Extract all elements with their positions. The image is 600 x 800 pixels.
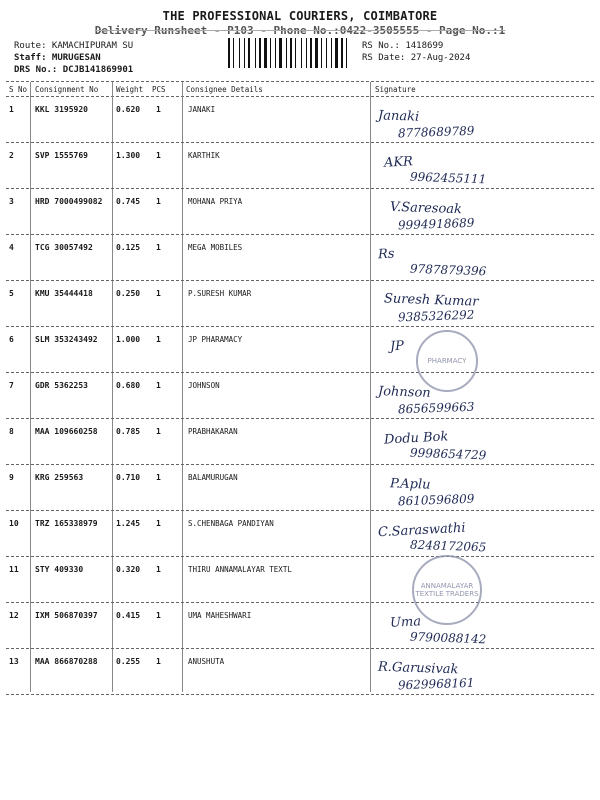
row-consignment-no: MAA 109660258 bbox=[35, 427, 98, 436]
row-divider bbox=[6, 464, 594, 465]
barcode bbox=[228, 38, 356, 68]
row-pcs: 1 bbox=[156, 289, 161, 298]
stamp-text: ANNAMALAYAR TEXTILE TRADERS bbox=[415, 582, 479, 598]
row-divider bbox=[6, 602, 594, 603]
row-consignee: JOHNSON bbox=[188, 381, 220, 390]
row-signature-phone: 9998654729 bbox=[409, 445, 487, 463]
row-signature: Dodu Bok bbox=[383, 429, 449, 448]
row-signature-phone: 9790088142 bbox=[409, 629, 487, 647]
row-sno: 11 bbox=[9, 565, 19, 574]
row-weight: 0.620 bbox=[116, 105, 141, 114]
row-weight: 0.320 bbox=[116, 565, 141, 574]
row-consignment-no: KKL 3195920 bbox=[35, 105, 88, 114]
row-signature-phone: 8778689789 bbox=[397, 123, 475, 141]
row-consignment-no: KRG 259563 bbox=[35, 473, 84, 482]
row-pcs: 1 bbox=[156, 519, 161, 528]
stamp-text: PHARMACY bbox=[427, 357, 467, 365]
row-signature: Johnson bbox=[377, 384, 431, 401]
row-weight: 0.255 bbox=[116, 657, 141, 666]
row-weight: 0.785 bbox=[116, 427, 141, 436]
row-consignment-no: TCG 30057492 bbox=[35, 243, 93, 252]
row-divider bbox=[6, 142, 594, 143]
row-signature: Uma bbox=[389, 614, 422, 631]
row-pcs: 1 bbox=[156, 381, 161, 390]
row-pcs: 1 bbox=[156, 243, 161, 252]
row-weight: 0.415 bbox=[116, 611, 141, 620]
row-consignee: P.SURESH KUMAR bbox=[188, 289, 252, 298]
column-rule bbox=[112, 82, 113, 692]
row-consignee: MEGA MOBILES bbox=[188, 243, 243, 252]
row-weight: 0.680 bbox=[116, 381, 141, 390]
row-consignment-no: IXM 506870397 bbox=[35, 611, 98, 620]
column-rule bbox=[370, 82, 371, 692]
textile-stamp bbox=[412, 555, 482, 625]
row-sno: 2 bbox=[9, 151, 14, 160]
row-divider bbox=[6, 418, 594, 419]
row-weight: 1.300 bbox=[116, 151, 141, 160]
row-consignee: KARTHIK bbox=[188, 151, 220, 160]
row-sno: 6 bbox=[9, 335, 14, 344]
row-signature-phone: 8656599663 bbox=[397, 399, 475, 417]
row-sno: 3 bbox=[9, 197, 14, 206]
row-signature-phone: 9385326292 bbox=[397, 307, 475, 325]
col-signature: Signature bbox=[375, 85, 416, 94]
row-consignee: MOHANA PRIYA bbox=[188, 197, 243, 206]
row-sno: 13 bbox=[9, 657, 19, 666]
rs-date: RS Date: 27-Aug-2024 bbox=[362, 53, 471, 63]
row-divider bbox=[6, 556, 594, 557]
row-pcs: 1 bbox=[156, 197, 161, 206]
row-consignee: THIRU ANNAMALAYAR TEXTL bbox=[188, 565, 292, 574]
row-consignee: BALAMURUGAN bbox=[188, 473, 238, 482]
row-weight: 0.710 bbox=[116, 473, 141, 482]
row-pcs: 1 bbox=[156, 473, 161, 482]
row-signature: Suresh Kumar bbox=[383, 291, 479, 310]
row-consignee: S.CHENBAGA PANDIYAN bbox=[188, 519, 274, 528]
row-pcs: 1 bbox=[156, 611, 161, 620]
row-pcs: 1 bbox=[156, 335, 161, 344]
runsheet-subtitle: Delivery Runsheet - P103 - Phone No.:0422-3505555 - Page No.:1 bbox=[94, 24, 506, 37]
row-divider bbox=[6, 510, 594, 511]
row-consignment-no: TRZ 165338979 bbox=[35, 519, 98, 528]
row-divider bbox=[6, 280, 594, 281]
row-divider bbox=[6, 234, 594, 235]
row-consignment-no: SVP 1555769 bbox=[35, 151, 88, 160]
row-signature: AKR bbox=[383, 154, 414, 171]
row-divider bbox=[6, 326, 594, 327]
row-signature: P.Aplu bbox=[389, 476, 431, 493]
row-signature: R.Garusivak bbox=[377, 659, 459, 678]
row-signature-phone: 9787879396 bbox=[409, 261, 487, 279]
header-divider bbox=[6, 81, 594, 82]
row-signature-phone: 9629968161 bbox=[397, 675, 475, 693]
row-pcs: 1 bbox=[156, 565, 161, 574]
row-pcs: 1 bbox=[156, 105, 161, 114]
row-divider bbox=[6, 188, 594, 189]
row-signature: Janaki bbox=[377, 108, 420, 125]
row-sno: 5 bbox=[9, 289, 14, 298]
row-consignment-no: MAA 866870288 bbox=[35, 657, 98, 666]
row-sno: 1 bbox=[9, 105, 14, 114]
row-consignment-no: HRD 7000499082 bbox=[35, 197, 103, 206]
row-sno: 12 bbox=[9, 611, 19, 620]
row-sno: 4 bbox=[9, 243, 14, 252]
row-divider bbox=[6, 648, 594, 649]
row-consignment-no: GDR 5362253 bbox=[35, 381, 88, 390]
row-signature: Rs bbox=[377, 246, 395, 263]
row-consignee: UMA MAHESHWARI bbox=[188, 611, 252, 620]
col-consignee: Consignee Details bbox=[186, 85, 263, 94]
row-sno: 9 bbox=[9, 473, 14, 482]
column-divider bbox=[6, 96, 594, 97]
row-divider bbox=[6, 372, 594, 373]
row-weight: 0.250 bbox=[116, 289, 141, 298]
row-consignee: PRABHAKARAN bbox=[188, 427, 238, 436]
row-consignee: ANUSHUTA bbox=[188, 657, 225, 666]
row-sno: 10 bbox=[9, 519, 19, 528]
row-signature: C.Saraswathi bbox=[377, 520, 466, 541]
col-pcs: PCS bbox=[152, 85, 166, 94]
row-signature-phone: 9994918689 bbox=[397, 215, 475, 233]
rs-number: RS No.: 1418699 bbox=[362, 41, 444, 51]
row-signature: V.Saresoak bbox=[389, 199, 463, 218]
pharmacy-stamp bbox=[416, 330, 478, 392]
column-rule bbox=[30, 82, 31, 692]
row-pcs: 1 bbox=[156, 427, 161, 436]
row-pcs: 1 bbox=[156, 657, 161, 666]
row-consignment-no: KMU 35444418 bbox=[35, 289, 93, 298]
row-signature-phone: 8248172065 bbox=[409, 537, 487, 555]
col-sno: S No bbox=[9, 85, 28, 94]
row-consignee: JANAKI bbox=[188, 105, 216, 114]
row-divider bbox=[6, 694, 594, 695]
col-weight: Weight bbox=[116, 85, 144, 94]
row-weight: 0.745 bbox=[116, 197, 141, 206]
row-weight: 1.245 bbox=[116, 519, 141, 528]
row-weight: 1.000 bbox=[116, 335, 141, 344]
row-signature-phone: 9962455111 bbox=[409, 169, 487, 187]
row-signature: JP bbox=[389, 338, 405, 355]
row-sno: 8 bbox=[9, 427, 14, 436]
route-label: Route: KAMACHIPURAM SU bbox=[14, 41, 134, 51]
column-rule bbox=[182, 82, 183, 692]
company-title: THE PROFESSIONAL COURIERS, COIMBATORE bbox=[162, 9, 438, 23]
drs-number: DRS No.: DCJB141869901 bbox=[14, 65, 134, 75]
row-weight: 0.125 bbox=[116, 243, 141, 252]
col-consignment: Consignment No bbox=[35, 85, 99, 94]
row-sno: 7 bbox=[9, 381, 14, 390]
row-pcs: 1 bbox=[156, 151, 161, 160]
row-consignee: JP PHARAMACY bbox=[188, 335, 243, 344]
row-consignment-no: STY 409330 bbox=[35, 565, 84, 574]
staff-label: Staff: MURUGESAN bbox=[14, 53, 101, 63]
row-consignment-no: SLM 353243492 bbox=[35, 335, 98, 344]
row-signature-phone: 8610596809 bbox=[397, 491, 475, 509]
